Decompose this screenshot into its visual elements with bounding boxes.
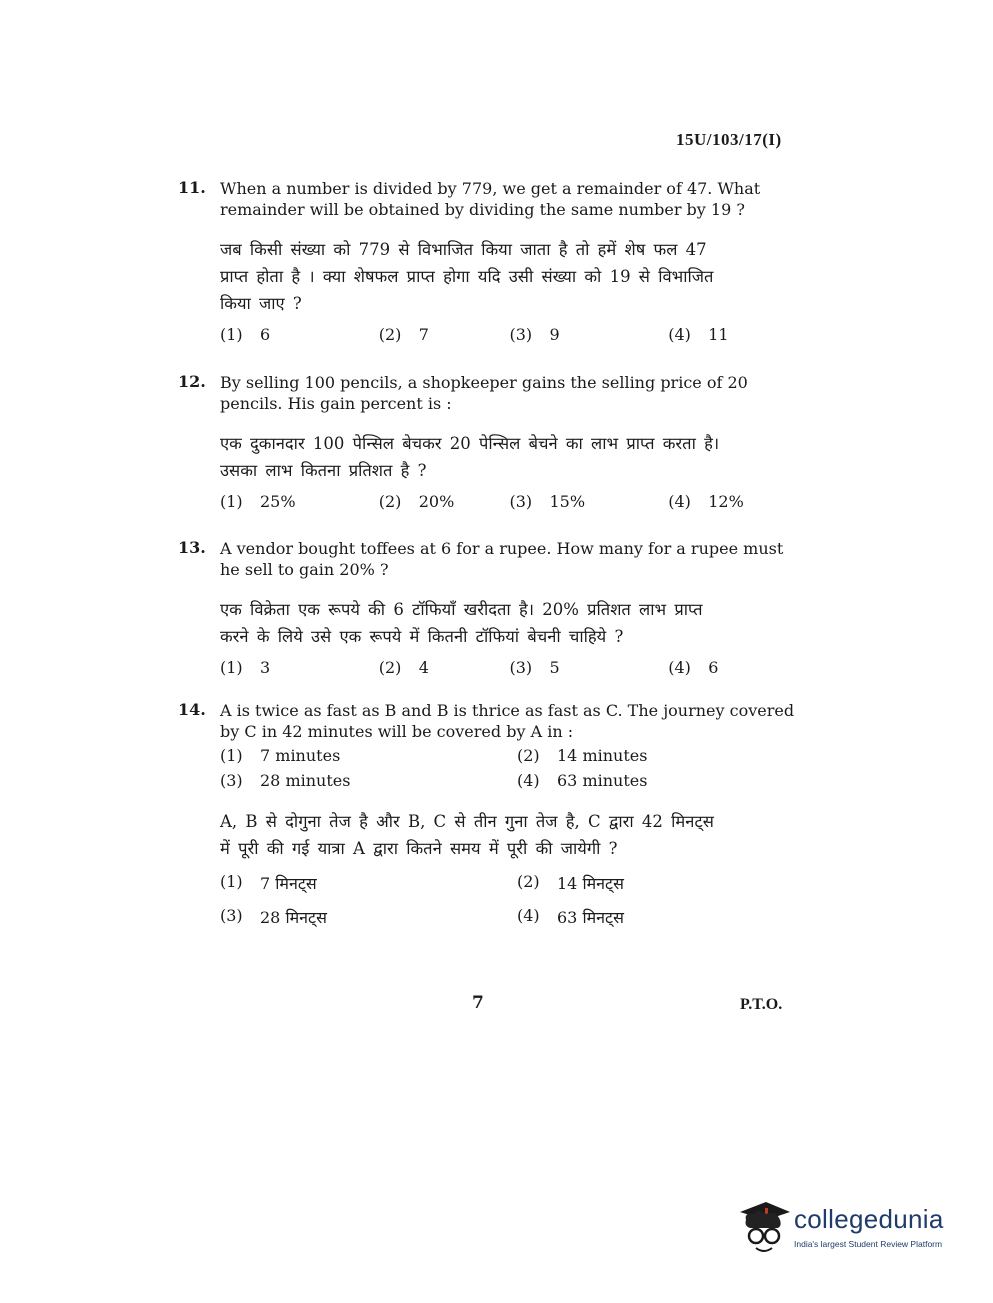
option-1: (1) 25% <box>220 492 296 511</box>
option-2: (2) 14 minutes <box>517 746 648 765</box>
option-2: (2) 14 मिनट्स <box>517 872 624 893</box>
question-text-hindi: एक दुकानदार 100 पेन्सिल बेचकर 20 पेन्सिल बेचने का लाभ प्राप्त करता है। उसका लाभ कितना प्रतिशत है ? <box>220 434 720 480</box>
question-text-english: A is twice as fast as B and B is thrice as fast as C. The journey covered by C in 42 minutes will be covered by A in : <box>220 701 795 741</box>
option-2: (2) 20% <box>378 492 455 511</box>
option-4: (4) 6 <box>668 658 719 677</box>
option-4: (4) 11 <box>668 325 729 344</box>
question-number: 14. <box>178 700 206 719</box>
option-4: (4) 12% <box>668 492 744 511</box>
options-row <box>220 492 813 511</box>
option-2: (2) 4 <box>378 658 429 677</box>
options-row <box>220 658 813 677</box>
option-1: (1) 6 <box>220 325 271 344</box>
question-text-english: A vendor bought toffees at 6 for a rupee. How many for a rupee must he sell to gain 20% ? <box>220 539 784 579</box>
question-text-english: When a number is divided by 779, we get a remainder of 47. What remainder will be obtained by dividing the same number by 19 ? <box>220 179 761 219</box>
question-text-hindi: एक विक्रेता एक रूपये की 6 टॉफियाँ खरीदता है। 20% प्रतिशत लाभ प्राप्त करने के लिये उसे एक रूपये में कितनी टॉफियां बेचनी चाहिये ? <box>220 600 703 646</box>
question-14 <box>178 700 813 928</box>
option-1: (1) 7 minutes <box>220 746 341 765</box>
option-1: (1) 3 <box>220 658 271 677</box>
question-11 <box>178 178 813 344</box>
paper-code: 15U/103/17(I) <box>676 130 782 149</box>
option-4: (4) 63 minutes <box>517 771 648 790</box>
question-number: 11. <box>178 178 206 197</box>
brand-name: collegedunia <box>794 1204 944 1234</box>
question-12 <box>178 372 813 511</box>
option-3: (3) 5 <box>509 658 560 677</box>
option-3: (3) 28 minutes <box>220 771 351 790</box>
brand-tagline: India's largest Student Review Platform <box>794 1239 943 1249</box>
option-3: (3) 15% <box>509 492 586 511</box>
question-number: 12. <box>178 372 206 391</box>
options-hindi <box>220 872 813 928</box>
question-number: 13. <box>178 538 206 557</box>
question-text-english: By selling 100 pencils, a shopkeeper gains the selling price of 20 pencils. His gain percent is : <box>220 373 748 413</box>
question-text-hindi: A, B से दोगुना तेज है और B, C से तीन गुना तेज है, C द्वारा 42 मिनट्स में पूरी की गई यात्रा A द्वारा कितने समय में पूरी की जायेगी ? <box>220 812 714 858</box>
page-number: 7 <box>472 993 484 1013</box>
options-english <box>220 746 813 790</box>
option-2: (2) 7 <box>378 325 429 344</box>
collegedunia-watermark <box>736 1198 966 1258</box>
pto-label: P.T.O. <box>740 996 783 1013</box>
options-row <box>220 325 813 344</box>
question-text-hindi: जब किसी संख्या को 779 से विभाजित किया जाता है तो हमें शेष फल 47 प्राप्त होता है । क्या शेषफल प्राप्त होगा यदि उसी संख्या को 19 से विभाजित किया जाए ? <box>220 240 714 313</box>
question-13 <box>178 538 813 677</box>
option-3: (3) 9 <box>509 325 560 344</box>
option-3: (3) 28 मिनट्स <box>220 906 327 927</box>
option-1: (1) 7 मिनट्स <box>220 872 317 893</box>
student-mascot-icon <box>736 1198 792 1258</box>
option-4: (4) 63 मिनट्स <box>517 906 624 927</box>
